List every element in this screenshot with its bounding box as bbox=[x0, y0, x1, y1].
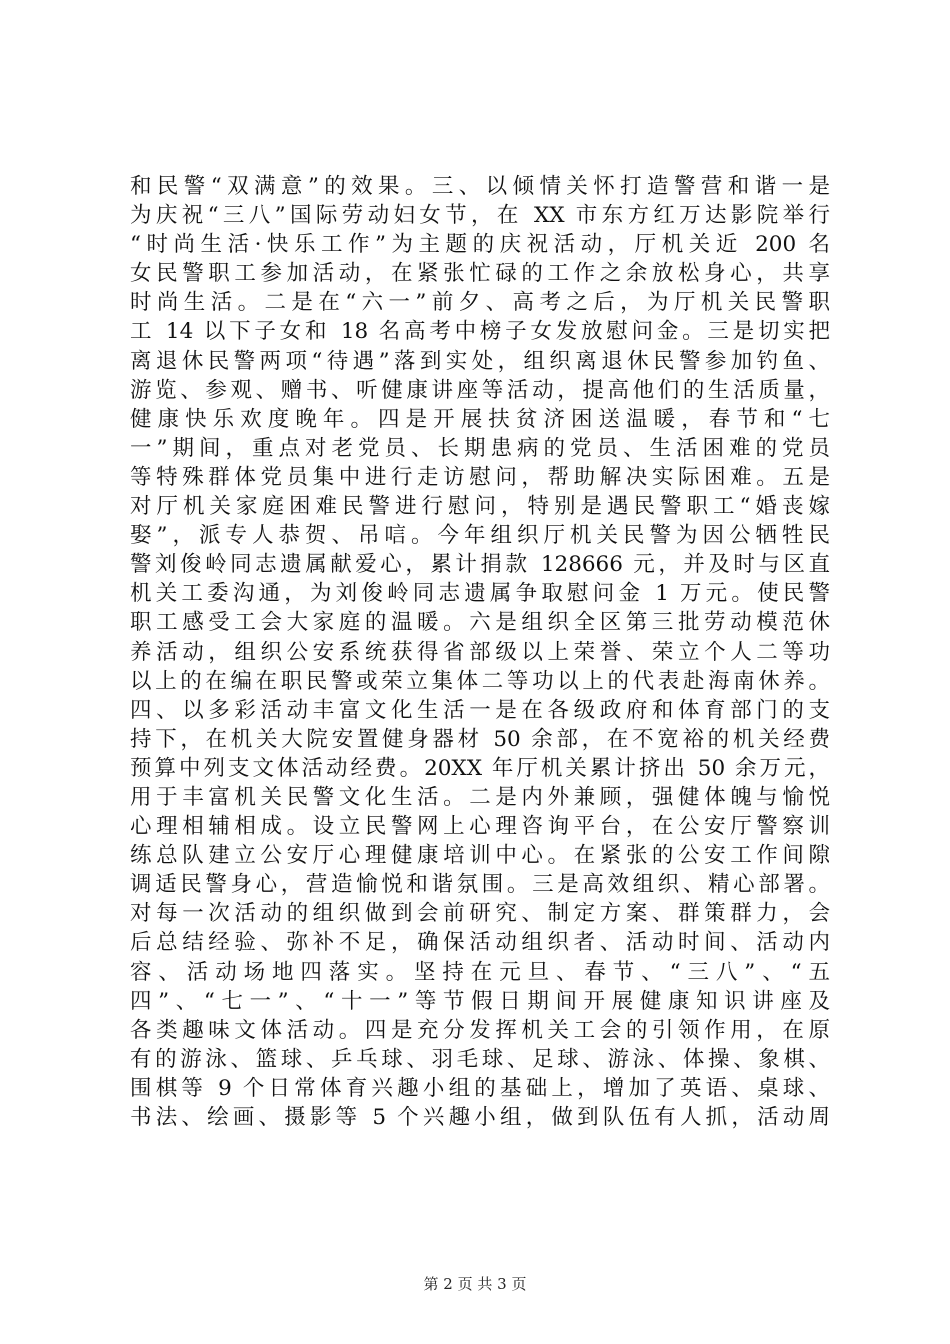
text-line: 离退休民警两项“待遇”落到实处，组织离退休民警参加钓鱼、 bbox=[130, 348, 830, 374]
text-line: 为庆祝“三八”国际劳动妇女节，在 XX 市东方红万达影院举行 bbox=[130, 203, 830, 229]
text-line: 围棋等 9 个日常体育兴趣小组的基础上，增加了英语、桌球、 bbox=[130, 1075, 830, 1101]
text-line: 心理相辅相成。设立民警网上心理咨询平台，在公安厅警察训 bbox=[130, 814, 830, 840]
text-line: 游览、参观、赠书、听健康讲座等活动，提高他们的生活质量， bbox=[130, 377, 830, 403]
text-line: 娶”，派专人恭贺、吊唁。今年组织厅机关民警为因公牺牲民 bbox=[130, 523, 830, 549]
text-line: 机关工委沟通，为刘俊岭同志遗属争取慰问金 1 万元。使民警 bbox=[130, 581, 830, 607]
text-line: 时尚生活。二是在“六一”前夕、高考之后，为厅机关民警职 bbox=[130, 290, 830, 316]
text-line: 以上的在编在职民警或荣立集体二等功以上的代表赴海南休养。 bbox=[130, 668, 830, 694]
text-line: 对每一次活动的组织做到会前研究、制定方案、群策群力，会 bbox=[130, 901, 830, 927]
text-line: 调适民警身心，营造愉悦和谐氛围。三是高效组织、精心部署。 bbox=[130, 872, 830, 898]
text-line: 和民警“双满意”的效果。三、以倾情关怀打造警营和谐一是 bbox=[130, 174, 830, 199]
page-footer: 第 2 页 共 3 页 bbox=[423, 1275, 527, 1293]
text-line: 后总结经验、弥补不足，确保活动组织者、活动时间、活动内 bbox=[130, 930, 830, 956]
text-line: 四、以多彩活动丰富文化生活一是在各级政府和体育部门的支 bbox=[130, 697, 830, 723]
text-line: 四”、“七一”、“十一”等节假日期间开展健康知识讲座及 bbox=[130, 988, 830, 1014]
text-line: “时尚生活·快乐工作”为主题的庆祝活动，厅机关近 200 名 bbox=[130, 232, 830, 258]
text-line: 一”期间，重点对老党员、长期患病的党员、生活困难的党员 bbox=[130, 435, 830, 461]
text-line: 女民警职工参加活动，在紧张忙碌的工作之余放松身心，共享 bbox=[130, 261, 830, 287]
text-line: 工 14 以下子女和 18 名高考中榜子女发放慰问金。三是切实把 bbox=[130, 319, 830, 345]
text-line: 有的游泳、篮球、乒乓球、羽毛球、足球、游泳、体操、象棋、 bbox=[130, 1046, 830, 1072]
text-line: 书法、绘画、摄影等 5 个兴趣小组，做到队伍有人抓，活动周 bbox=[130, 1105, 830, 1130]
text-line: 职工感受工会大家庭的温暖。六是组织全区第三批劳动模范休 bbox=[130, 610, 830, 636]
text-line: 各类趣味文体活动。四是充分发挥机关工会的引领作用，在原 bbox=[130, 1017, 830, 1043]
text-line: 等特殊群体党员集中进行走访慰问，帮助解决实际困难。五是 bbox=[130, 464, 830, 490]
text-line: 警刘俊岭同志遗属献爱心，累计捐款 128666 元，并及时与区直 bbox=[130, 552, 830, 578]
text-line: 养活动，组织公安系统获得省部级以上荣誉、荣立个人二等功 bbox=[130, 639, 830, 665]
text-line: 练总队建立公安厅心理健康培训中心。在紧张的公安工作间隙 bbox=[130, 843, 830, 869]
text-line: 对厅机关家庭困难民警进行慰问，特别是遇民警职工“婚丧嫁 bbox=[130, 494, 830, 520]
text-line: 健康快乐欢度晚年。四是开展扶贫济困送温暖，春节和“七 bbox=[130, 406, 830, 432]
body-text bbox=[130, 172, 830, 1132]
text-line: 预算中列支文体活动经费。20XX 年厅机关累计挤出 50 余万元， bbox=[130, 755, 830, 781]
text-line: 用于丰富机关民警文化生活。二是内外兼顾，强健体魄与愉悦 bbox=[130, 784, 830, 810]
text-line: 持下，在机关大院安置健身器材 50 余部，在不宽裕的机关经费 bbox=[130, 726, 830, 752]
text-line: 容、活动场地四落实。坚持在元旦、春节、“三八”、“五 bbox=[130, 959, 830, 985]
